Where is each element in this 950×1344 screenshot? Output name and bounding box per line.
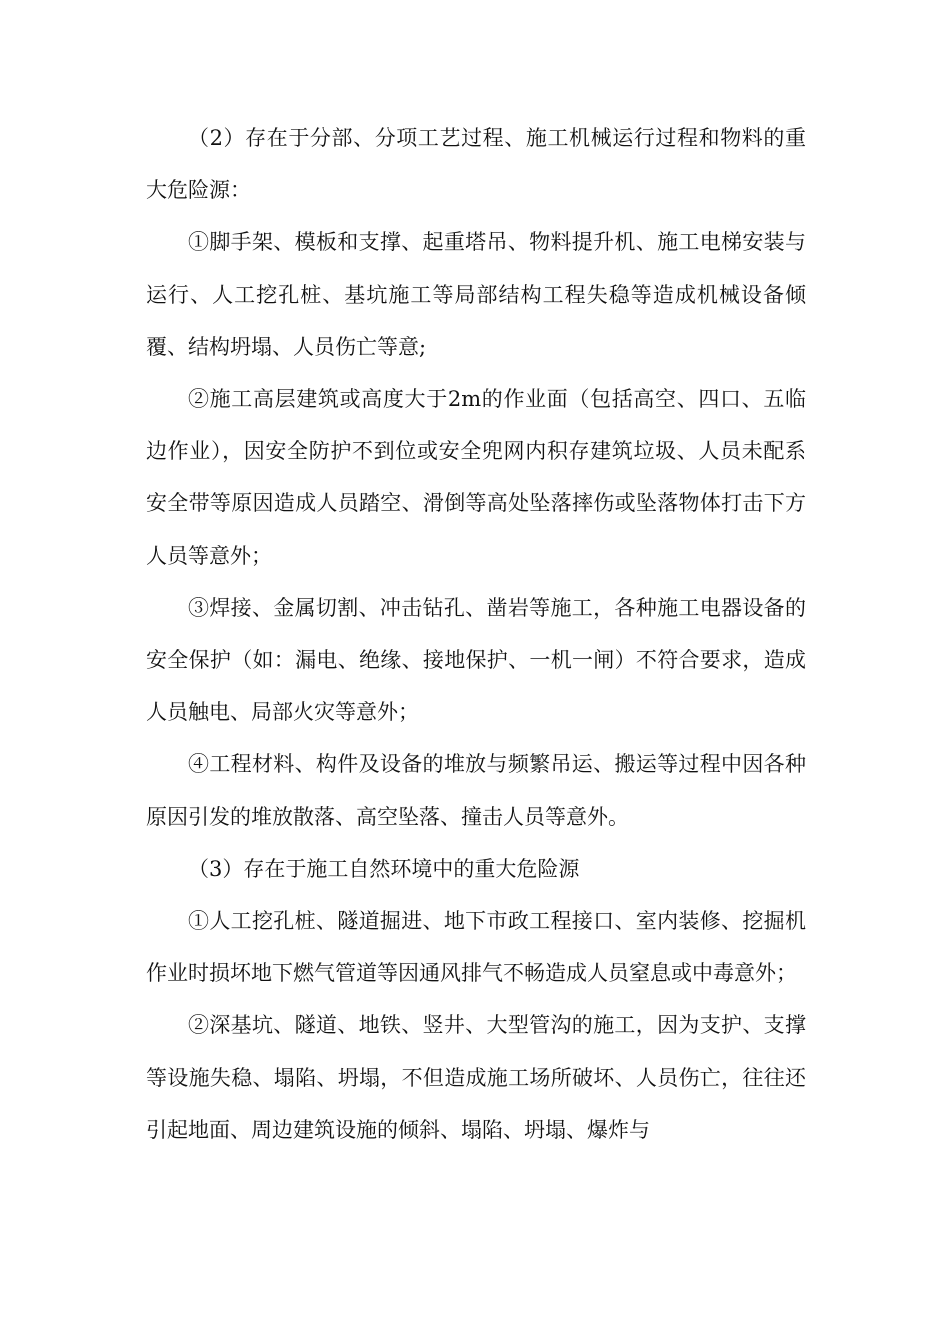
paragraph-item-suffocation: ①人工挖孔桩、隧道掘进、地下市政工程接口、室内装修、挖掘机作业时损坏地下燃气管道等因通风排气不畅造成人员窒息或中毒意外； xyxy=(146,909,806,986)
paragraph-item-deep-pit: ②深基坑、隧道、地铁、竖井、大型管沟的施工，因为支护、支撑等设施失稳、塌陷、坍塌，不但造成施工场所破坏、人员伤亡，往往还引起地面、周边建筑设施的倾斜、塌陷、坍塌、爆炸与 xyxy=(146,1013,806,1142)
paragraph-item-materials: ④工程材料、构件及设备的堆放与频繁吊运、搬运等过程中因各种原因引发的堆放散落、高空坠落、撞击人员等意外。 xyxy=(146,752,806,829)
paragraph-section-3-heading: （3）存在于施工自然环境中的重大危险源 xyxy=(188,856,580,881)
paragraph-section-2-heading: （2）存在于分部、分项工艺过程、施工机械运行过程和物料的重大危险源： xyxy=(146,126,806,203)
paragraph-item-scaffolding: ①脚手架、模板和支撑、起重塔吊、物料提升机、施工电梯安装与运行、人工挖孔桩、基坑施工等局部结构工程失稳等造成机械设备倾覆、结构坍塌、人员伤亡等意; xyxy=(146,230,806,359)
paragraph-item-high-work: ②施工高层建筑或高度大于2m的作业面（包括高空、四口、五临边作业），因安全防护不到位或安全兜网内积存建筑垃圾、人员未配系安全带等原因造成人员踏空、滑倒等高处坠落摔伤或坠落物体打击下方人员等意外； xyxy=(146,387,806,568)
body-text xyxy=(146,112,806,1156)
paragraph-item-welding: ③焊接、金属切割、冲击钻孔、凿岩等施工，各种施工电器设备的安全保护（如：漏电、绝缘、接地保护、一机一闸）不符合要求，造成人员触电、局部火灾等意外； xyxy=(146,595,806,725)
